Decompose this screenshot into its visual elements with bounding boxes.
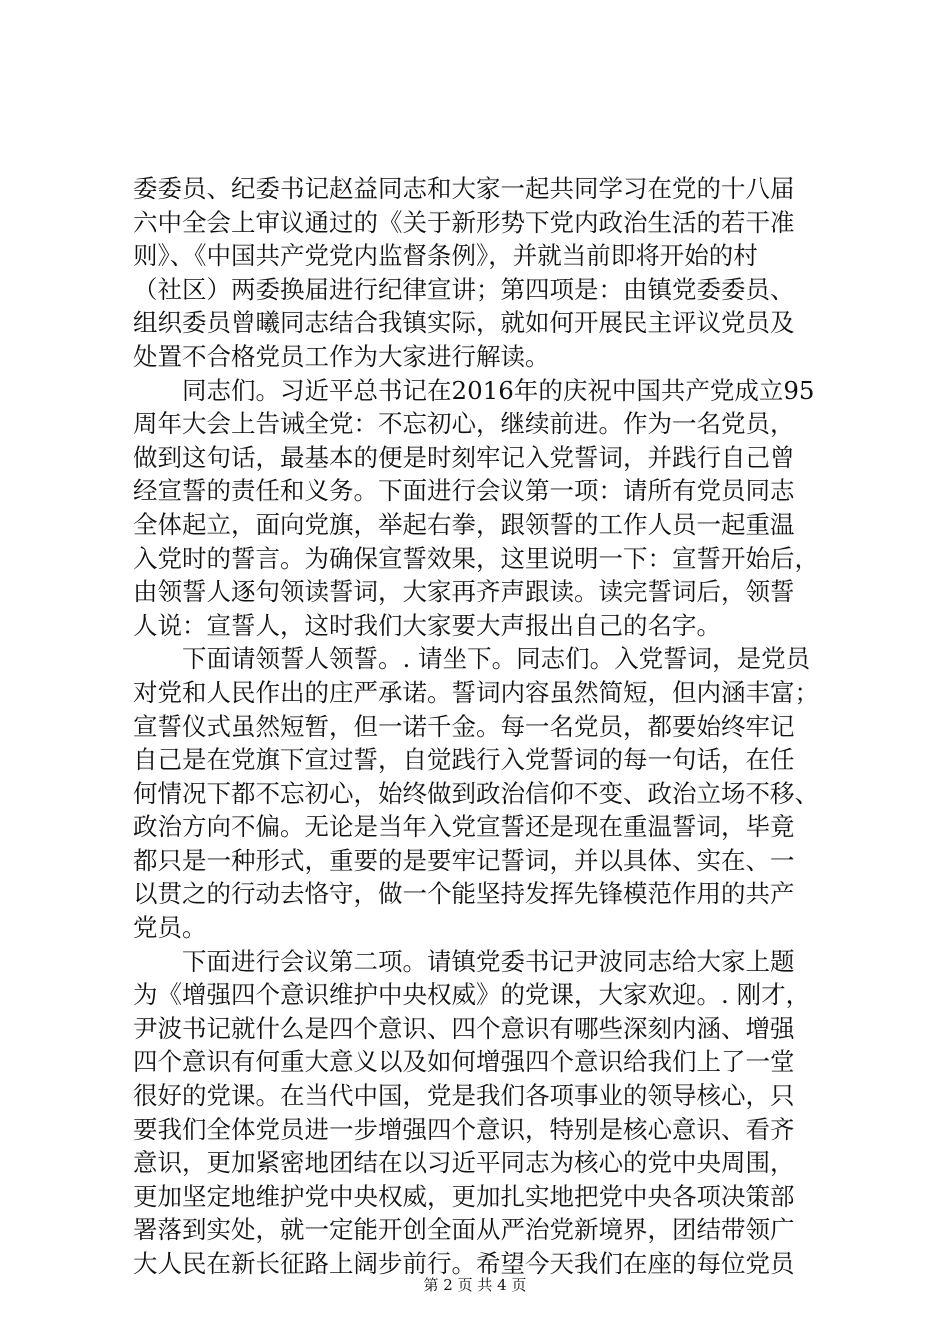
text-line: 尹波书记就什么是四个意识、四个意识有哪些深刻内涵、增强 — [133, 1013, 795, 1043]
text-line: 周年大会上告诫全党：不忘初心，继续前进。作为一名党员， — [133, 409, 795, 439]
text-line: 人说：宣誓人，这时我们大家要大声报出自己的名字。 — [133, 610, 721, 640]
text-line: 同志们。习近平总书记在2016年的庆祝中国共产党成立95 — [133, 375, 815, 405]
text-line: 宣誓仪式虽然短暂，但一诺千金。每一名党员，都要始终牢记 — [133, 711, 795, 741]
text-line: 很好的党课。在当代中国，党是我们各项事业的领导核心，只 — [133, 1081, 795, 1111]
text-line: 四个意识有何重大意义以及如何增强四个意识给我们上了一堂 — [133, 1047, 795, 1077]
text-line: 由领誓人逐句领读誓词，大家再齐声跟读。读完誓词后，领誓 — [133, 577, 795, 607]
text-line: 何情况下都不忘初心，始终做到政治信仰不变、政治立场不移、 — [133, 778, 819, 808]
text-line: 党员。 — [133, 913, 207, 943]
text-line: 经宣誓的责任和义务。下面进行会议第一项：请所有党员同志 — [133, 476, 795, 506]
text-line: 都只是一种形式，重要的是要牢记誓词，并以具体、实在、一 — [133, 845, 795, 875]
text-line: （社区）两委换届进行纪律宣讲；第四项是：由镇党委委员、 — [133, 274, 795, 304]
text-line: 入党时的誓言。为确保宣誓效果，这里说明一下：宣誓开始后， — [133, 543, 819, 573]
page-number-footer: 第 2 页 共 4 页 — [423, 1276, 527, 1294]
text-line: 做到这句话，最基本的便是时刻牢记入党誓词，并践行自己曾 — [133, 442, 795, 472]
text-line: 处置不合格党员工作为大家进行解读。 — [133, 341, 550, 371]
text-line: 六中全会上审议通过的《关于新形势下党内政治生活的若干准 — [133, 207, 795, 237]
text-line: 下面进行会议第二项。请镇党委书记尹波同志给大家上题 — [133, 946, 795, 976]
text-line: 全体起立，面向党旗，举起右拳，跟领誓的工作人员一起重温 — [133, 509, 795, 539]
text-line: 为《增强四个意识维护中央权威》的党课，大家欢迎。. 刚才， — [133, 980, 811, 1010]
text-line: 对党和人民作出的庄严承诺。誓词内容虽然简短，但内涵丰富； — [133, 677, 819, 707]
text-line: 政治方向不偏。无论是当年入党宣誓还是现在重温誓词，毕竟 — [133, 812, 795, 842]
text-line: 下面请领誓人领誓。. 请坐下。同志们。入党誓词，是党员 — [133, 644, 811, 674]
text-line: 要我们全体党员进一步增强四个意识，特别是核心意识、看齐 — [133, 1114, 795, 1144]
text-line: 委委员、纪委书记赵益同志和大家一起共同学习在党的十八届 — [133, 174, 795, 203]
text-line: 大人民在新长征路上阔步前行。希望今天我们在座的每位党员 — [133, 1249, 795, 1278]
text-line: 则》、《中国共产党党内监督条例》，并就当前即将开始的村 — [133, 241, 758, 271]
text-line: 组织委员曾曦同志结合我镇实际，就如何开展民主评议党员及 — [133, 308, 795, 338]
document-body — [133, 172, 833, 1281]
text-line: 更加坚定地维护党中央权威，更加扎实地把党中央各项决策部 — [133, 1181, 795, 1211]
text-line: 以贯之的行动去恪守，做一个能坚持发挥先锋模范作用的共产 — [133, 879, 795, 909]
text-line: 意识，更加紧密地团结在以习近平同志为核心的党中央周围， — [133, 1148, 795, 1178]
text-line: 署落到实处，就一定能开创全面从严治党新境界，团结带领广 — [133, 1215, 795, 1245]
text-line: 自己是在党旗下宣过誓，自觉践行入党誓词的每一句话，在任 — [133, 745, 795, 775]
